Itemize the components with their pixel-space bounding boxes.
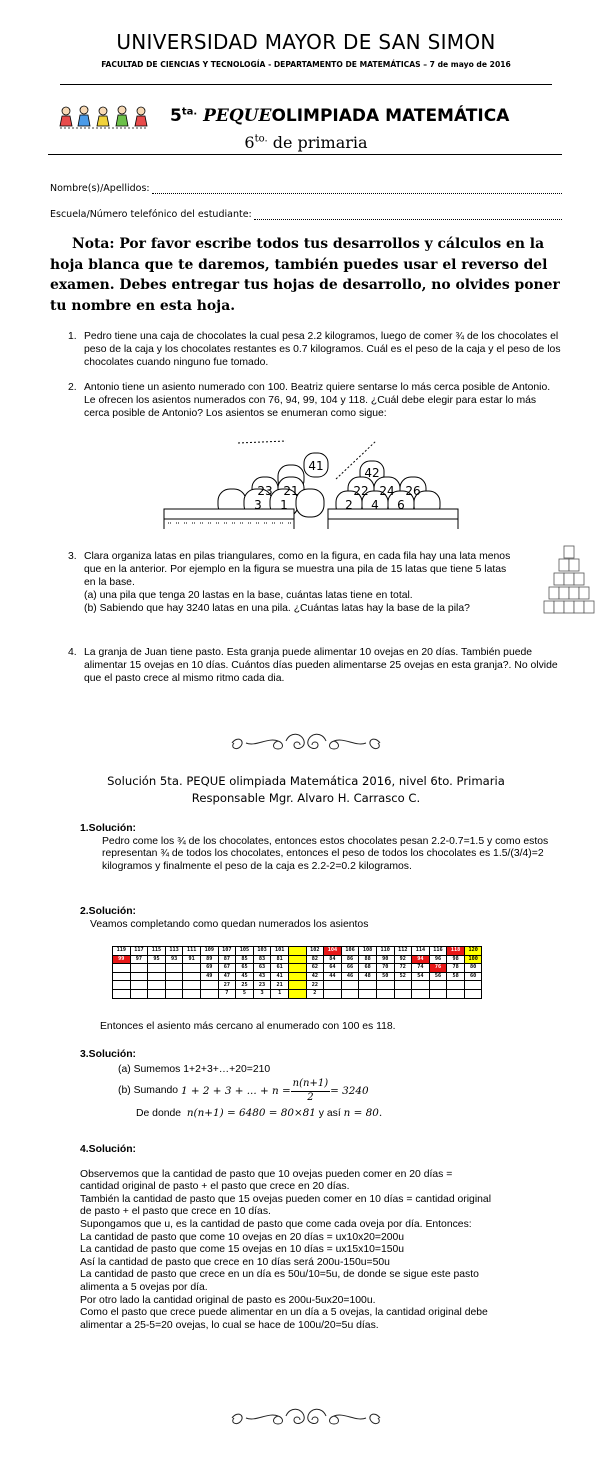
- solution-4-line: La cantidad de pasto que crece en un día es 50u/10=5u, de donde se sigue este pasto: [80, 1269, 479, 1281]
- solution-4: 4.Solución: Observemos que la cantidad de pasto que 10 ovejas pueden comer en 20 días = cantidad original de pasto + el pasto que crece en 20 días. También la cantidad de pasto que 15 ovejas pueden comer en 10 días = cantidad original de pasto + el pasto que crece en 10 días. Supongamos que u, es la cantidad de pasto que come cada oveja por día. Entonces: La cantidad de pasto que come 10 ovejas en 20 días = ux10x20=200u La cantidad de pasto que come 15 ovejas en 10 días = ux15x10=150u Así la cantidad de pasto que crece en 10 días será 200u-150u=50u La cantidad de pasto que crece en un día es 50u/10=5u, de donde se sigue este pasto alimenta a 5 ovejas por día. Por otro lado la cantidad original de pasto es 200u-5ux20=100u. Como el pasto que crece puede alimentar en un día a 5 ovejas, la cantidad original debe alimentar a 25-5=20 ovejas, lo cual se hace de 100u/20=5u días.: [80, 1144, 570, 1332]
- seat-table-cell: 72: [394, 964, 412, 973]
- seat-table-cell: 67: [218, 964, 236, 973]
- seat-number: 6: [397, 498, 405, 512]
- seat-table-cell: 95: [148, 955, 166, 964]
- seat-table-cell: [130, 981, 148, 990]
- seat-table-row: [113, 955, 482, 964]
- seat-table-cell: [130, 989, 148, 998]
- seat-table-cell: [324, 981, 342, 990]
- school-label: Escuela/Número telefónico del estudiante:: [50, 209, 252, 220]
- seat-table-row: [113, 972, 482, 981]
- seat-table-cell: 105: [236, 947, 254, 956]
- olympiad-title: $5^{ta.}$ PEQUEOLIMPIADA MATEMÁTICA: [170, 106, 510, 126]
- seat-number: 26: [405, 484, 421, 498]
- seat-table-cell: 100: [464, 955, 482, 964]
- seat-table-cell: [376, 981, 394, 990]
- seat-table-cell: 7: [218, 989, 236, 998]
- seat-table-cell: 50: [376, 972, 394, 981]
- seat-table-cell: [394, 981, 412, 990]
- solution-header: Solución 5ta. PEQUE olimpiada Matemática 2016, nivel 6to. Primaria Responsable Mgr. Alvaro H. Carrasco C.: [107, 774, 505, 805]
- faculty-line: FACULTAD DE CIENCIAS Y TECNOLOGÍA - DEPARTAMENTO DE MATEMÁTICAS – 7 de mayo de 2016: [101, 60, 511, 69]
- seat-table-row: [113, 947, 482, 956]
- seat-table-cell: [288, 981, 306, 990]
- seat-table-cell: [359, 981, 377, 990]
- seat-table-cell: 101: [271, 947, 289, 956]
- seat-table-cell: 27: [218, 981, 236, 990]
- seat-table-cell: 58: [447, 972, 465, 981]
- grade-title: $6^{to.}$ de primaria: [244, 133, 368, 152]
- seat-table-cell: 76: [429, 964, 447, 973]
- solution-4-line: Como el pasto que crece puede alimentar en un día a 5 ovejas, la cantidad original debe: [80, 1307, 488, 1319]
- seat-table-row: [113, 981, 482, 990]
- seat-table-cell: 68: [359, 964, 377, 973]
- seat-table-cell: 65: [236, 964, 254, 973]
- seat-table-cell: 104: [324, 947, 342, 956]
- seat-table-cell: 52: [394, 972, 412, 981]
- seat-table-cell: 86: [341, 955, 359, 964]
- seat-table-cell: [148, 989, 166, 998]
- seat-table-cell: 3: [253, 989, 271, 998]
- seat-table-cell: [165, 972, 183, 981]
- seat-table-cell: 90: [376, 955, 394, 964]
- seat-table-cell: 22: [306, 981, 324, 990]
- seat-table-cell: 60: [464, 972, 482, 981]
- seat-number: 2: [345, 498, 353, 512]
- question-2: 2. Antonio tiene un asiento numerado con 100. Beatriz quiere sentarse lo más cerca posible de Antonio. Le ofrecen los asientos numerados con 76, 94, 99, 104 y 118. ¿Cuál debe elegir para estar lo más cerca posible de Antonio? Los asientos se enumeran como sigue:: [68, 382, 551, 419]
- seat-number: 1: [280, 498, 288, 512]
- title-rule: [48, 154, 562, 155]
- seat-table-cell: 70: [376, 964, 394, 973]
- seat-table-cell: [113, 964, 131, 973]
- seat-table-row: [113, 964, 482, 973]
- seat-table-cell: 54: [412, 972, 430, 981]
- flourish-divider-icon: [226, 1406, 386, 1428]
- seat-table-cell: [113, 981, 131, 990]
- seat-table-cell: [288, 972, 306, 981]
- seat-table-cell: 85: [236, 955, 254, 964]
- seat-table-cell: 89: [200, 955, 218, 964]
- seat-table-cell: [412, 981, 430, 990]
- seat-number: 22: [353, 484, 369, 498]
- seats-figure: [158, 439, 470, 535]
- seat-table-cell: [148, 972, 166, 981]
- note-text: Nota: Por favor escribe todos tus desarrollos y cálculos en la hoja blanca que te daremos, también puedes usar el reverso del examen. Debes entregar tus hojas de desarrollo, no olvides poner tu nombre en esta hoja.: [50, 236, 560, 314]
- seat-number: 24: [379, 484, 395, 498]
- seat-table-cell: 116: [429, 947, 447, 956]
- seat-table-cell: 62: [306, 964, 324, 973]
- seat-table-cell: [183, 972, 201, 981]
- seat-table-cell: 82: [306, 955, 324, 964]
- solution-4-line: Así la cantidad de pasto que crece en 10 días será 200u-150u=50u: [80, 1256, 390, 1268]
- seat-table-row: [113, 989, 482, 998]
- solution-4-line: Supongamos que u, es la cantidad de pasto que come cada oveja por día. Entonces:: [80, 1218, 472, 1230]
- seat-table-cell: [412, 989, 430, 998]
- seat-table-cell: [113, 989, 131, 998]
- question-4: 4. La granja de Juan tiene pasto. Esta granja puede alimentar 10 ovejas en 20 días. También puede alimentar 15 ovejas en 10 días. Cuántos días pueden alimentarse 25 ovejas en esta granja?. No olvide que el pasto crece al mismo ritmo cada dia.: [68, 647, 558, 684]
- seat-number: 23: [257, 484, 273, 498]
- seat-table-cell: [359, 989, 377, 998]
- seat-table-cell: 74: [412, 964, 430, 973]
- seat-table-cell: 83: [253, 955, 271, 964]
- seat-table-cell: 115: [148, 947, 166, 956]
- seat-table-cell: 106: [341, 947, 359, 956]
- seat-table-cell: 108: [359, 947, 377, 956]
- seat-table-cell: 117: [130, 947, 148, 956]
- seat-table-cell: 91: [183, 955, 201, 964]
- children-logo-icon: [58, 104, 150, 132]
- seat-table-cell: [200, 989, 218, 998]
- seat-table-cell: [165, 989, 183, 998]
- name-label: Nombre(s)/Apellidos:: [50, 183, 150, 194]
- solution-4-line: alimentar a 25-5=20 ovejas, lo cual se hace de 100u/20=5u días.: [80, 1319, 379, 1331]
- seat-table-cell: 81: [271, 955, 289, 964]
- seat-table-cell: 112: [394, 947, 412, 956]
- seat-table-cell: 41: [271, 972, 289, 981]
- seat-table-cell: 103: [253, 947, 271, 956]
- seat-table-cell: [464, 989, 482, 998]
- solution-4-line: La cantidad de pasto que come 10 ovejas en 20 días = ux10x20=200u: [80, 1231, 405, 1243]
- seat-table-cell: 87: [218, 955, 236, 964]
- seat-number: 42: [364, 466, 380, 480]
- seat-table-cell: 44: [324, 972, 342, 981]
- solution-4-line: cantidad original de pasto + el pasto que crece en 20 días.: [80, 1181, 350, 1193]
- university-name: UNIVERSIDAD MAYOR DE SAN SIMON: [116, 30, 496, 54]
- seat-table-cell: 49: [200, 972, 218, 981]
- seat-table-cell: 111: [183, 947, 201, 956]
- solution-1: 1.Solución: Pedro come los ¾ de los chocolates, entonces estos chocolates pesan 2.2-0.7=1.5 y como estos representan ¾ de todos los chocolates, entonces el peso de todos los chocolates es 1.5/(3/4)=2 kilogramos y finalmente el peso de la caja es 2.2-2=0.2 kilogramos.: [80, 823, 549, 872]
- solution-4-line: Observemos que la cantidad de pasto que 10 ovejas pueden comer en 20 días =: [80, 1168, 453, 1180]
- solution-4-line: alimenta a 5 ovejas por día.: [80, 1281, 208, 1293]
- seat-table-cell: 21: [271, 981, 289, 990]
- seat-table-cell: [148, 981, 166, 990]
- solution-4-line: Por otro lado la cantidad original de pasto es 200u-5ux20=100u.: [80, 1294, 376, 1306]
- seat-table-cell: [341, 989, 359, 998]
- seat-table-cell: [288, 955, 306, 964]
- seat-table-cell: [113, 972, 131, 981]
- solution-4-line: de pasto + el pasto que crece en 10 días.: [80, 1206, 271, 1218]
- seat-table-cell: 45: [236, 972, 254, 981]
- seat-table-cell: 23: [253, 981, 271, 990]
- seat-table-cell: 5: [236, 989, 254, 998]
- seat-table-cell: [324, 989, 342, 998]
- solution-4-line: También la cantidad de pasto que 15 ovejas pueden comer en 10 días = cantidad original: [80, 1193, 492, 1205]
- school-field[interactable]: [50, 209, 562, 220]
- solution-4-line: La cantidad de pasto que come 15 ovejas en 10 días = ux15x10=150u: [80, 1244, 405, 1256]
- solution-2-conclusion: Entonces el asiento más cercano al enumerado con 100 es 118.: [100, 1021, 396, 1032]
- seat-table-cell: [183, 989, 201, 998]
- seat-table-cell: 64: [324, 964, 342, 973]
- seat-table: [112, 946, 482, 999]
- seat-number: 21: [283, 484, 299, 498]
- seat-table-cell: 99: [113, 955, 131, 964]
- seat-table-cell: [130, 972, 148, 981]
- seat-table-cell: 69: [200, 964, 218, 973]
- seat-table-cell: 56: [429, 972, 447, 981]
- seat-table-cell: 109: [200, 947, 218, 956]
- seat-table-cell: [288, 947, 306, 956]
- solution-2: 2.Solución: Veamos completando como quedan numerados los asientos: [80, 906, 369, 930]
- header-rule: [60, 84, 552, 85]
- seat-table-cell: [447, 989, 465, 998]
- seat-table-cell: 92: [394, 955, 412, 964]
- seat-table-cell: 80: [464, 964, 482, 973]
- seat-table-cell: [341, 981, 359, 990]
- seat-table-cell: 84: [324, 955, 342, 964]
- seat-table-cell: 61: [271, 964, 289, 973]
- seat-table-cell: 102: [306, 947, 324, 956]
- seat-table-cell: [288, 964, 306, 973]
- seat-number: 41: [308, 459, 324, 473]
- seat-table-cell: [183, 964, 201, 973]
- seat-table-cell: [165, 964, 183, 973]
- can-pyramid-figure: [541, 544, 597, 616]
- seat-number: 4: [371, 498, 379, 512]
- seat-table-cell: 88: [359, 955, 377, 964]
- seat-table-cell: [165, 981, 183, 990]
- seat-table-cell: 63: [253, 964, 271, 973]
- seat-table-cell: 107: [218, 947, 236, 956]
- name-field[interactable]: [50, 183, 562, 194]
- seat-table-cell: [148, 964, 166, 973]
- seat-table-cell: 98: [447, 955, 465, 964]
- seat-table-cell: [429, 989, 447, 998]
- question-1: 1. Pedro tiene una caja de chocolates la cual pesa 2.2 kilogramos, luego de comer ¾ de los chocolates el peso de la caja y los chocolates restantes es 0.7 kilogramos. Cuál es el peso de la caja y el peso de los chocolates cuando ninguno fue tomado.: [68, 331, 561, 368]
- seat-table-cell: 1: [271, 989, 289, 998]
- seat-table-cell: 46: [341, 972, 359, 981]
- seat-table-cell: 120: [464, 947, 482, 956]
- seat-table-cell: 118: [447, 947, 465, 956]
- seat-table-cell: [288, 989, 306, 998]
- seat-table-cell: [464, 981, 482, 990]
- seat-table-cell: 97: [130, 955, 148, 964]
- seat-table-cell: 93: [165, 955, 183, 964]
- seat-table-cell: 25: [236, 981, 254, 990]
- seat-table-cell: 119: [113, 947, 131, 956]
- seat-table-cell: 2: [306, 989, 324, 998]
- seat-table-cell: 94: [412, 955, 430, 964]
- seat-table-cell: 42: [306, 972, 324, 981]
- seat-table-cell: 78: [447, 964, 465, 973]
- seat-table-cell: 113: [165, 947, 183, 956]
- seat-table-cell: [429, 981, 447, 990]
- seat-table-cell: [130, 964, 148, 973]
- seat-table-cell: 110: [376, 947, 394, 956]
- seat-table-cell: 47: [218, 972, 236, 981]
- seat-table-cell: [200, 981, 218, 990]
- seat-table-cell: [183, 981, 201, 990]
- seat-table-cell: 66: [341, 964, 359, 973]
- seat-number: 3: [254, 498, 262, 512]
- solution-3: 3.Solución: (a) Sumemos 1+2+3+…+20=210 (b) Sumando 1 + 2 + 3 + ... + n = $\frac{n(n+1)}{2}$ = 3240 De donde n(n+1) = 6480 = 80×81 y así n = 80.: [80, 1049, 383, 1120]
- seat-table-cell: 96: [429, 955, 447, 964]
- seat-table-cell: 48: [359, 972, 377, 981]
- seat-table-cell: 114: [412, 947, 430, 956]
- seat-table-cell: [376, 989, 394, 998]
- seat-table-cell: [447, 981, 465, 990]
- question-3: 3. Clara organiza latas en pilas triangulares, como en la figura, en cada fila hay una lata menos que en la anterior. Por ejemplo en la figura se muestra una pila de 15 latas que tiene 5 latas en la base. (a) una pila que tenga 20 lastas en la base, cuántas latas tiene en total. (b) Sabiendo que hay 3240 latas en una pila. ¿Cuántas latas hay la base de la pila?: [68, 551, 511, 614]
- seat-table-cell: [394, 989, 412, 998]
- flourish-divider-icon: [226, 731, 386, 753]
- seat-table-cell: 43: [253, 972, 271, 981]
